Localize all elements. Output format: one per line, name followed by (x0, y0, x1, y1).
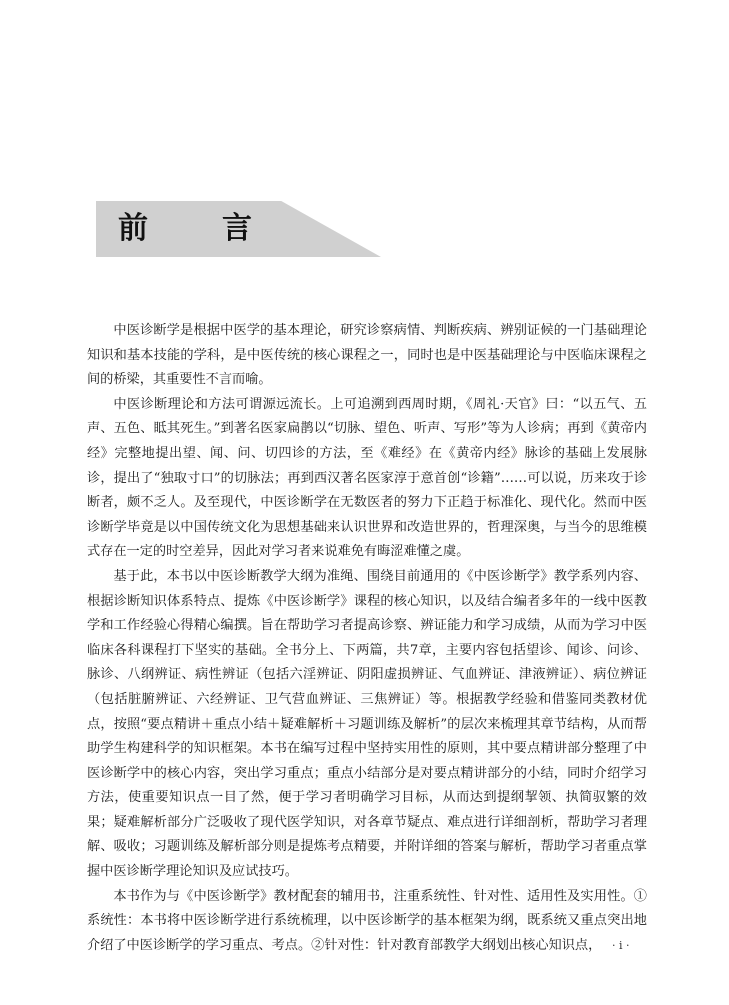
page-title: 前 言 (118, 211, 274, 246)
page-number: · i · (612, 939, 630, 952)
paragraph: 中医诊断学是根据中医学的基本理论，研究诊察病情、判断疾病、辨别证候的一门基础理论知识和基本技能的学科，是中医传统的核心课程之一，同时也是中医基础理论与中医临床课程之间的桥梁，其重要性不言而喻。 (87, 323, 647, 388)
body-text (87, 319, 647, 958)
paragraph: 中医诊断理论和方法可谓源远流长。上可追溯到西周时期，《周礼·天官》曰：“以五气、五声、五色、眡其死生。”到著名医家扁鹊以“切脉、望色、听声、写形”等为人诊病；再到《黄帝内经》完整地提出望、闻、问、切四诊的方法，至《难经》在《黄帝内经》脉诊的基础上发展脉诊，提出了“独取寸口”的切脉法；再到西汉著名医家淳于意首创“诊籍”……可以说，历来攻于诊断者，颇不乏人。及至现代，中医诊断学在无数医者的努力下正趋于标准化、现代化。然而中医诊断学毕竟是以中国传统文化为思想基础来认识世界和改造世界的，哲理深奥，与当今的思维模式存在一定的时空差异，因此对学习者来说难免有晦涩难懂之虞。 (87, 396, 647, 560)
paragraph: 基于此，本书以中医诊断教学大纲为准绳、围绕目前通用的《中医诊断学》教学系列内容、根据诊断知识体系特点、提炼《中医诊断学》课程的核心知识，以及结合编者多年的一线中医教学和工作经验心得精心编撰。旨在帮助学习者提高诊察、辨证能力和学习成绩，从而为学习中医临床各科课程打下坚实的基础。全书分上、下两篇，共7章，主要内容包括望诊、闻诊、问诊、脉诊、八纲辨证、病性辨证（包括六淫辨证、阴阳虚损辨证、气血辨证、津液辨证）、病位辨证（包括脏腑辨证、六经辨证、卫气营血辨证、三焦辨证）等。根据教学经验和借鉴同类教材优点，按照“要点精讲＋重点小结＋疑难解析＋习题训练及解析”的层次来梳理其章节结构，从而帮助学生构建科学的知识框架。本书在编写过程中坚持实用性的原则，其中要点精讲部分整理了中医诊断学中的核心内容，突出学习重点；重点小结部分是对要点精讲部分的小结，同时介绍学习方法，使重要知识点一目了然，便于学习者明确学习目标，从而达到提纲挈领、执简驭繁的效果；疑难解析部分广泛吸收了现代医学知识，对各章节疑点、难点进行详细剖析，帮助学习者理解、吸收；习题训练及解析部分则是提炼考点精要，并附详细的答案与解析，帮助学习者重点掌握中医诊断学理论知识及应试技巧。 (87, 568, 647, 880)
paragraph: 本书作为与《中医诊断学》教材配套的辅用书，注重系统性、针对性、适用性及实用性。①系统性：本书将中医诊断学进行系统梳理，以中医诊断学的基本框架为纲，既系统又重点突出地介绍了中医诊断学的学习重点、考点。②针对性：针对教育部教学大纲划出核心知识点， (87, 888, 647, 953)
